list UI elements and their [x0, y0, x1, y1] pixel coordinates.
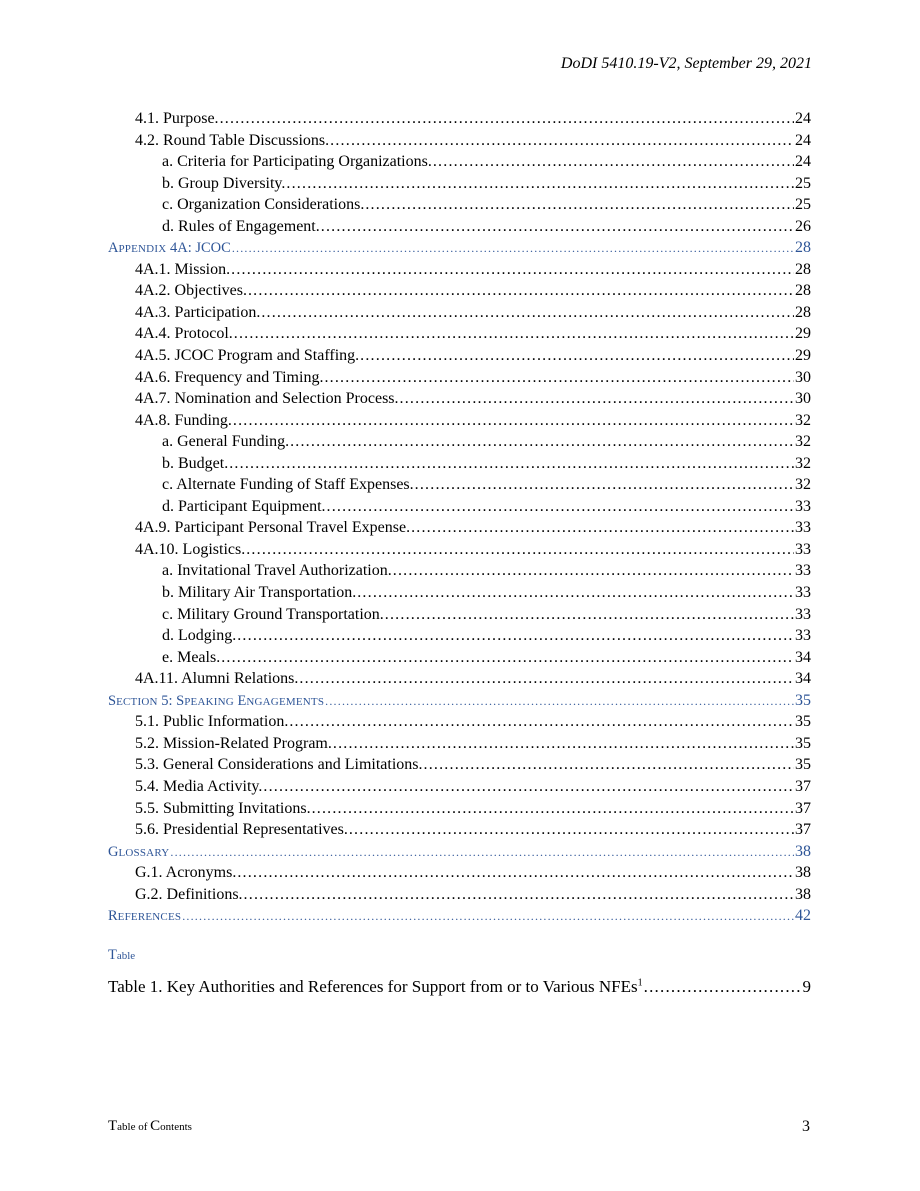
toc-entry-label: b. Budget.	[162, 454, 229, 472]
toc-entry-label: 4A.10. Logistics.	[135, 540, 246, 558]
toc-entry-page: 33	[795, 584, 811, 602]
toc-entry-page: 35	[795, 713, 811, 731]
toc-entry-page: 28	[795, 282, 811, 300]
dot-leader	[233, 410, 794, 432]
toc-entry-page: 25	[795, 174, 811, 192]
toc-entry-label: 5.3. General Considerations and Limitations.	[135, 756, 423, 774]
toc-entry-label-part: PEAKING	[184, 695, 234, 708]
footnote-marker[interactable]: 1	[637, 977, 643, 989]
dot-leader	[330, 130, 794, 152]
toc-entry[interactable]	[108, 647, 811, 669]
toc-entry-label: G.1. Acronyms.	[135, 864, 237, 882]
toc-entry-page: 33	[795, 497, 811, 515]
toc-entry-label: 4.1. Purpose.	[135, 110, 219, 127]
table-list-entry[interactable]	[108, 976, 811, 998]
toc-entry-label: 4A.8. Funding.	[135, 411, 232, 429]
toc-entry-label: G.2. Definitions.	[135, 885, 243, 903]
toc-entry-page: 32	[795, 411, 811, 429]
toc-entry-page: 38	[795, 842, 811, 860]
tables-heading	[108, 947, 135, 964]
toc-entry-page: 38	[795, 864, 811, 882]
dot-leader	[349, 819, 794, 841]
toc-entry[interactable]	[108, 151, 811, 173]
toc-entry-label-part: PPENDIX	[118, 243, 167, 256]
toc-entry-page: 30	[795, 390, 811, 408]
toc-entry[interactable]	[108, 410, 811, 432]
toc-entry-label: 4A.3. Participation.	[135, 303, 261, 321]
toc-entry-label	[108, 690, 324, 712]
dot-leader	[433, 151, 794, 173]
dot-leader	[234, 323, 794, 345]
toc-entry-label: 5.5. Submitting Invitations.	[135, 799, 311, 817]
dot-leader	[424, 754, 795, 776]
toc-entry[interactable]	[108, 884, 811, 906]
toc-entry-label: b. Group Diversity.	[162, 174, 286, 192]
toc-entry-page: 28	[795, 260, 811, 278]
toc-entry-label	[108, 841, 169, 863]
toc-entry-page: 37	[795, 799, 811, 817]
toc-entry-page: 33	[795, 562, 811, 580]
dot-leader	[385, 604, 794, 626]
toc-entry[interactable]	[108, 560, 811, 582]
toc-entry-label: 4A.9. Participant Personal Travel Expense.	[135, 519, 411, 537]
toc-entry-label: 4A.11. Alumni Relations.	[135, 670, 299, 688]
toc-entry-page: 24	[795, 131, 811, 149]
toc-entry-label-part: A	[108, 240, 119, 257]
dot-leader	[248, 280, 794, 302]
toc-entry[interactable]	[108, 711, 811, 733]
dot-leader	[357, 582, 794, 604]
toc-entry-label: 4A.5. JCOC Program and Staffing.	[135, 347, 360, 365]
dot-leader	[411, 517, 794, 539]
footer-title	[108, 1118, 192, 1135]
footer-title-part-1: able of	[117, 1121, 151, 1133]
running-header: DoDI 5410.19-V2, September 29, 2021	[560, 55, 812, 72]
dot-leader	[290, 431, 794, 453]
dot-leader	[299, 668, 794, 690]
toc-entry[interactable]	[108, 539, 811, 561]
toc-entry-label-part: EFERENCES	[117, 911, 182, 924]
toc-entry-label-part: S	[108, 692, 117, 709]
dot-leader	[325, 691, 794, 712]
dot-leader	[244, 884, 794, 906]
toc-entry-page: 28	[795, 303, 811, 321]
toc-entry-label: 5.1. Public Information.	[135, 713, 289, 731]
dot-leader	[644, 976, 802, 998]
dot-leader	[333, 733, 794, 755]
toc-entry-label-part: NGAGEMENTS	[246, 695, 325, 708]
toc-entry-label: 5.2. Mission-Related Program.	[135, 734, 332, 752]
toc-entry-label: a. Invitational Travel Authorization.	[162, 562, 392, 580]
toc-entry[interactable]	[108, 345, 811, 367]
toc-entry-label: 4A.1. Mission.	[135, 260, 231, 278]
toc-entry-page: 35	[795, 691, 811, 709]
toc-entry-page: 26	[795, 217, 811, 235]
toc-entry-page: 30	[795, 368, 811, 386]
toc-entry-page: 32	[795, 454, 811, 472]
toc-entry-page: 38	[795, 885, 811, 903]
toc-entry-label	[108, 237, 231, 259]
dot-leader	[289, 711, 794, 733]
toc-entry[interactable]	[108, 625, 811, 647]
toc-section-entry[interactable]	[108, 690, 811, 712]
toc-entry[interactable]	[108, 776, 811, 798]
dot-leader	[360, 345, 794, 367]
toc-entry-page: 29	[795, 347, 811, 365]
toc-entry-page: 33	[795, 627, 811, 645]
dot-leader	[365, 194, 794, 216]
toc-entry-label: 4.2. Round Table Discussions.	[135, 131, 330, 149]
footer-title-initial-1: T	[108, 1118, 118, 1134]
dot-leader	[324, 367, 794, 389]
dot-leader	[170, 842, 794, 863]
toc-entry-page: 32	[795, 433, 811, 451]
toc-entry-label: 4A.4. Protocol.	[135, 325, 233, 343]
toc-entry-page: 34	[795, 648, 811, 666]
dot-leader	[232, 238, 794, 259]
toc-entry[interactable]	[108, 216, 811, 238]
dot-leader	[263, 776, 794, 798]
toc-entry[interactable]	[108, 517, 811, 539]
toc-entry[interactable]	[108, 604, 811, 626]
toc-entry[interactable]	[108, 474, 811, 496]
toc-entry[interactable]	[108, 108, 811, 130]
toc-entry-label: a. Criteria for Participating Organizations.	[162, 153, 432, 171]
dot-leader	[220, 108, 794, 130]
toc-entry[interactable]	[108, 388, 811, 410]
toc-entry[interactable]	[108, 130, 811, 152]
footer-title-initial-2: C	[150, 1118, 161, 1134]
dot-leader	[221, 647, 794, 669]
toc-entry[interactable]	[108, 367, 811, 389]
toc-entry[interactable]	[108, 496, 811, 518]
dot-leader	[182, 906, 794, 927]
toc-entry[interactable]	[108, 668, 811, 690]
dot-leader	[229, 453, 794, 475]
toc-entry[interactable]	[108, 259, 811, 281]
toc-entry-label-part: ECTION	[116, 695, 158, 708]
tables-heading-rest: able	[116, 950, 136, 962]
toc-entry-page: 33	[795, 519, 811, 537]
tables-heading-initial: T	[108, 947, 117, 963]
dot-leader	[237, 862, 794, 884]
toc-entry-page: 33	[795, 605, 811, 623]
toc-entry-page: 29	[795, 325, 811, 343]
toc-entry-page: 42	[795, 907, 811, 925]
toc-entry-label: 4A.7. Nomination and Selection Process.	[135, 390, 399, 408]
toc-section-entry[interactable]	[108, 237, 811, 259]
toc-entry-label-part: 5: S	[157, 692, 185, 709]
toc-entry[interactable]	[108, 280, 811, 302]
toc-entry[interactable]	[108, 733, 811, 755]
toc-entry-label: d. Lodging.	[162, 627, 237, 645]
table-of-contents	[108, 108, 811, 927]
dot-leader	[321, 216, 794, 238]
toc-entry-page: 34	[795, 670, 811, 688]
toc-entry-page: 32	[795, 476, 811, 494]
toc-entry-label: c. Alternate Funding of Staff Expenses.	[162, 476, 414, 494]
list-of-tables	[108, 976, 811, 998]
toc-entry-label: 4A.6. Frequency and Timing.	[135, 368, 324, 386]
dot-leader	[400, 388, 794, 410]
toc-entry-page: 24	[795, 110, 811, 127]
toc-entry-label-part: LOSSARY	[118, 846, 170, 859]
toc-entry-label-part: E	[233, 692, 247, 709]
dot-leader	[231, 259, 794, 281]
toc-entry-label: d. Rules of Engagement.	[162, 217, 320, 235]
table-entry-label	[108, 976, 643, 998]
table-entry-page: 9	[802, 977, 811, 996]
toc-entry-page: 25	[795, 196, 811, 214]
toc-entry-label	[108, 905, 181, 927]
toc-entry[interactable]	[108, 431, 811, 453]
dot-leader	[246, 539, 794, 561]
toc-entry-label-part: R	[108, 908, 118, 925]
dot-leader	[327, 496, 794, 518]
page-number: 3	[802, 1118, 810, 1135]
dot-leader	[261, 302, 794, 324]
dot-leader	[286, 173, 794, 195]
toc-entry-label-part: G	[108, 843, 119, 860]
dot-leader	[393, 560, 794, 582]
toc-entry-page: 35	[795, 756, 811, 774]
toc-entry[interactable]	[108, 754, 811, 776]
toc-section-entry[interactable]	[108, 841, 811, 863]
toc-entry-page: 37	[795, 777, 811, 795]
toc-entry-page: 35	[795, 734, 811, 752]
table-entry-title: Table 1. Key Authorities and References for Support from or to Various NFEs	[108, 977, 638, 996]
toc-entry[interactable]	[108, 819, 811, 841]
toc-entry[interactable]	[108, 302, 811, 324]
toc-entry[interactable]	[108, 194, 811, 216]
toc-entry-page: 28	[795, 239, 811, 257]
toc-entry[interactable]	[108, 798, 811, 820]
toc-entry-label: a. General Funding.	[162, 433, 290, 451]
toc-entry-page: 24	[795, 153, 811, 171]
toc-entry-label: 5.6. Presidential Representatives.	[135, 821, 348, 839]
toc-entry[interactable]	[108, 323, 811, 345]
toc-entry-label: 5.4. Media Activity.	[135, 777, 263, 795]
toc-entry-label: c. Organization Considerations.	[162, 196, 365, 214]
dot-leader	[237, 625, 794, 647]
toc-entry[interactable]	[108, 173, 811, 195]
toc-entry-page: 33	[795, 540, 811, 558]
toc-entry[interactable]	[108, 453, 811, 475]
toc-entry-label-part: 4A: JCOC	[166, 240, 231, 257]
dot-leader	[415, 474, 794, 496]
toc-entry[interactable]	[108, 582, 811, 604]
footer-title-part-2: ontents	[160, 1121, 192, 1133]
toc-entry-label: d. Participant Equipment.	[162, 497, 326, 515]
toc-section-entry[interactable]	[108, 905, 811, 927]
toc-entry-label: c. Military Ground Transportation.	[162, 605, 384, 623]
toc-entry-page: 37	[795, 821, 811, 839]
dot-leader	[312, 798, 794, 820]
toc-entry-label: b. Military Air Transportation.	[162, 584, 357, 602]
toc-entry-label: e. Meals.	[162, 648, 221, 666]
toc-entry[interactable]	[108, 862, 811, 884]
toc-entry-label: 4A.2. Objectives.	[135, 282, 247, 300]
